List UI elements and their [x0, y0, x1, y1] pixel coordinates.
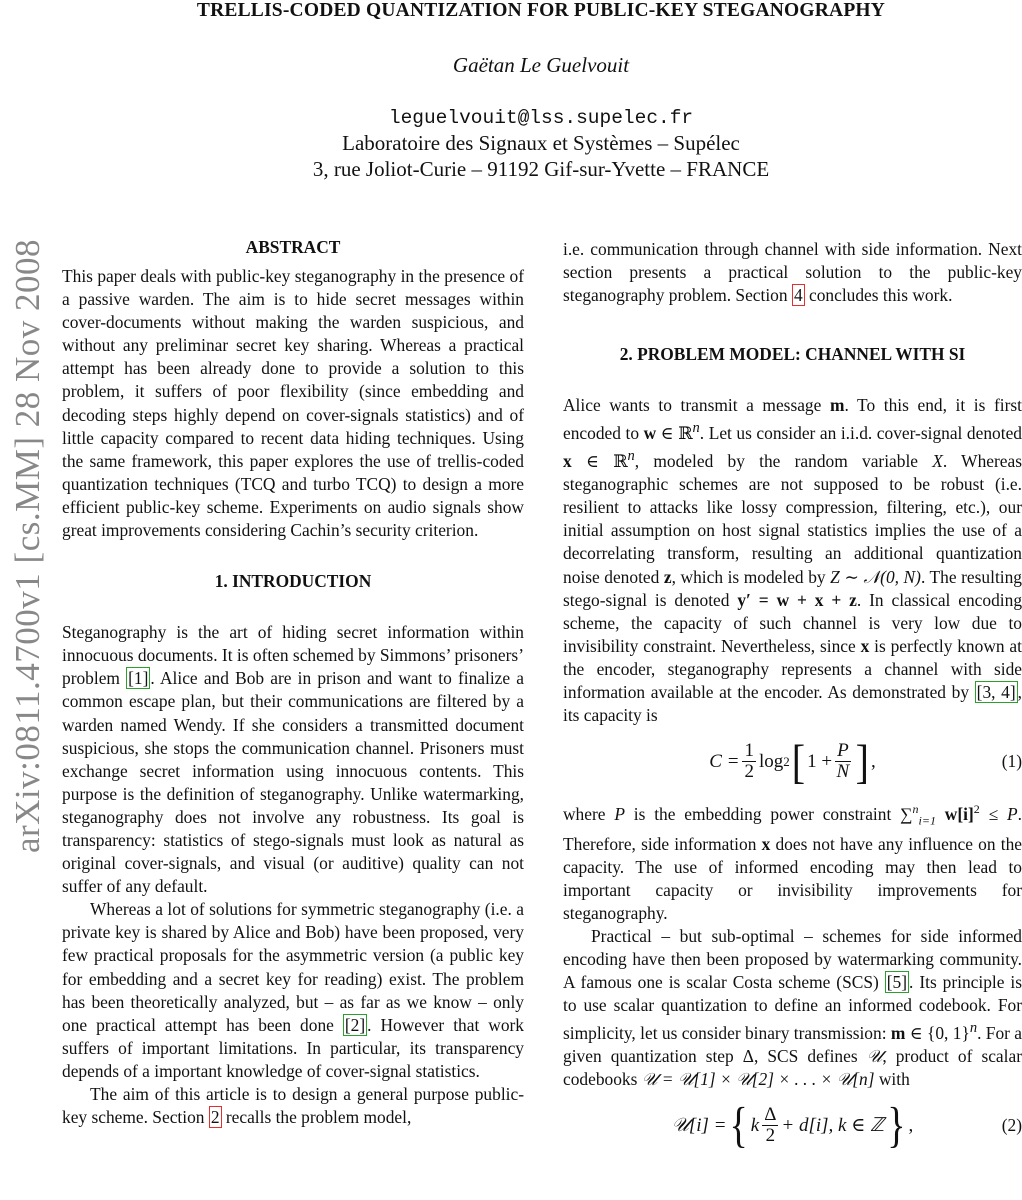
eq2-two: 2	[765, 1125, 776, 1147]
intro-paragraph-3	[62, 1083, 524, 1129]
cont-text-a: i.e. communication through channel with side information. Next section presents a practical solution to the public-key steganography problem. Section	[563, 239, 1022, 306]
s2p1-x2: x	[860, 635, 870, 656]
eq1-log-sub: 2	[783, 754, 790, 770]
intro-paragraph-2	[62, 898, 524, 1083]
eq1-one-plus: 1 +	[807, 751, 833, 773]
intro-p2-text-a: Whereas a lot of solutions for symmetric steganography (i.e. a private key is shared by Alice and Bob) have been proposed, very few practical proposals for the asymmetric version (a public key for embedding and a secret key for reading) exist. The problem has been theoretically analyzed, but – as far as we know – only one practical attempt has been done	[62, 899, 524, 1035]
eq2-comma: ,	[908, 1115, 914, 1137]
author-email: leguelvouit@lss.supelec.fr	[388, 107, 694, 129]
eq1-n: N	[836, 761, 850, 783]
intro-p1-text-a: Steganography is the art of hiding secret information within innocuous documents. It is often schemed by Simmons’ prisoners’ problem	[62, 622, 524, 689]
s2p3-m: m	[890, 1023, 906, 1044]
section-2-paragraph-2	[563, 798, 1022, 925]
eq2-delta: Δ	[764, 1104, 777, 1126]
intro-continuation	[563, 238, 1022, 307]
eq1-bracket-right: ]	[855, 734, 869, 789]
equation-1-number: (1)	[1001, 751, 1022, 772]
s2p1-z: z	[663, 566, 672, 587]
eq2-delta-frac	[762, 1105, 778, 1146]
s2p3-t2: . Its principle is to use scalar quantization to define an informed codebook. For simplicity, let us consider binary transmission:	[563, 972, 1022, 1044]
eq2-brace-left: {	[729, 1098, 748, 1154]
s2p3-t1: Practical – but sub-optimal – schemes for side informed encoding have then been proposed by watermarking community. A famous one is scalar Costa scheme (SCS)	[563, 925, 1022, 993]
s2p2-t1: where	[563, 803, 615, 824]
s2p1-n2: n	[627, 448, 635, 465]
s2p2-sum-sub: i=1	[918, 813, 936, 828]
s2p2-x: x	[761, 833, 771, 854]
intro-paragraph-1	[62, 621, 524, 898]
eq2-rest: + d[i], k ∈ ℤ	[781, 1115, 885, 1137]
section-2-heading: 2. PROBLEM MODEL: CHANNEL WITH SI	[619, 344, 966, 365]
s2p1-t5: ∈ ℝ	[571, 451, 628, 472]
s2p1-t12: , its capacity is	[563, 682, 1022, 726]
intro-heading: 1. INTRODUCTION	[214, 571, 372, 592]
s2p1-t9: . The resulting stego-signal is denoted	[563, 566, 1022, 610]
citation-link-1[interactable]: [1]	[128, 668, 149, 689]
left-column	[62, 236, 524, 1129]
s2p3-t5: , product of scalar codebooks	[563, 1046, 1022, 1090]
s2p2-t2: is the embedding power constraint	[624, 803, 901, 824]
paper-header	[60, 0, 1022, 182]
eq2-lhs: 𝒰[i] =	[671, 1115, 727, 1137]
s2p1-X: X	[932, 451, 943, 472]
cont-text-b: concludes this work.	[804, 285, 953, 306]
affiliation-lab: Laboratoire des Signaux et Systèmes – Supélec	[342, 131, 740, 155]
eq1-lhs: C =	[709, 751, 740, 773]
s2p1-Z: Z ∼ 𝒩(0, N)	[830, 566, 921, 587]
s2p2-sum: ∑	[900, 803, 913, 824]
author-name: Gaëtan Le Guelvouit	[452, 53, 630, 77]
equation-2-number: (2)	[1001, 1115, 1022, 1136]
eq1-log: log	[758, 751, 784, 773]
s2p1-t3: ∈ ℝ	[656, 423, 693, 444]
intro-p1-text-b: . Alice and Bob are in prison and want to finalize a common escape plan, but their communications are filtered by a warden named Wendy. If she considers a transmitted document suspicious, she stops the communication channel. Prisoners must exchange secret information using innocuous contents. This purpose is the definition of steganography. Unlike watermarking, steganography does not involve any robustness. Its goal is transparency: statistics of stego-signals must look as natural as original cover-signals, and visual (or auditive) quality can not suffer of any default.	[62, 668, 524, 897]
s2p2-sq: 2	[973, 802, 980, 817]
s2p1-m: m	[829, 395, 845, 416]
s2p1-x: x	[563, 451, 572, 472]
s2p2-w: w[i]	[935, 803, 974, 824]
s2p1-t4: . Let us consider an i.i.d. cover-signal denoted	[699, 423, 1022, 444]
s2p1-t6: , modeled by the random variable	[634, 451, 933, 472]
citation-link-2[interactable]: [2]	[344, 1014, 366, 1035]
eq2-k: k	[750, 1115, 760, 1137]
s2p3-n: n	[969, 1020, 978, 1037]
s2p1-n1: n	[692, 420, 700, 437]
section-2-paragraph-1	[563, 394, 1022, 727]
s2p3-t6: with	[874, 1069, 910, 1090]
arxiv-stamp-text: arXiv:0811.4700v1 [cs.MM] 28 Nov 2008	[8, 238, 48, 854]
s2p1-t1: Alice wants to transmit a message	[563, 395, 830, 416]
s2p2-P: P	[614, 803, 625, 824]
s2p3-t3: ∈ {0, 1}	[905, 1023, 970, 1044]
section-2-paragraph-3	[563, 925, 1022, 1091]
abstract-text: This paper deals with public-key steganography in the presence of a passive warden. The aim is to hide secret messages within cover-documents without making the warden suspicious, and without any preliminar secret key sharing. Whereas a practical attempt has been already done to provide a solution to this problem, it suffers of poor flexibility (since embedding and decoding steps highly depend on cover-signals statistics) and of little capacity compared to recent data hiding techniques. Using the same framework, this paper explores the use of trellis-coded quantization techniques (TCQ and turbo TCQ) to design a more efficient public-key scheme. Experiments on audio signals show great improvements considering Cachin’s security criterion.	[62, 266, 524, 541]
s2p3-prod: 𝒰 = 𝒰[1] × 𝒰[2] × . . . × 𝒰[n]	[641, 1069, 875, 1090]
eq1-bracket-left: [	[791, 734, 806, 789]
s2p1-t8: , which is modeled by	[671, 566, 831, 587]
s2p2-t4: does not have any influence on the capacity. The use of informed encoding may then lead to important capacity or invisibility improvements for steganography.	[563, 833, 1022, 923]
paper-title: TRELLIS-CODED QUANTIZATION FOR PUBLIC-KEY STEGANOGRAPHY	[196, 0, 886, 21]
s2p2-le: ≤	[979, 803, 1007, 824]
s2p1-w: w	[643, 423, 657, 444]
eq1-pn	[835, 741, 851, 782]
arxiv-stamp	[0, 196, 56, 896]
eq2-brace-right: }	[887, 1098, 906, 1154]
eq1-half-num: 1	[744, 740, 754, 762]
intro-p3-text-a: The aim of this article is to design a general purpose public-key scheme. Section	[62, 1084, 524, 1128]
s2p1-t7: . Whereas steganographic schemes are not supposed to be robust (i.e. resilient to attacks like lossy compression, filtering, etc.), our initial assumption on host signal statistics implies the use of a decorrelating transform, resulting an additional quantization noise denoted	[563, 451, 1022, 587]
eq1-half	[742, 741, 756, 782]
affiliation-address: 3, rue Joliot-Curie – 91192 Gif-sur-Yvette – FRANCE	[312, 157, 770, 181]
s2p2-sum-sup: n	[912, 802, 919, 817]
intro-p3-text-b: recalls the problem model,	[221, 1107, 412, 1128]
s2p3-t4: . For a given quantization step Δ, SCS defines	[563, 1023, 1022, 1067]
s2p2-t3: . Therefore, side information	[563, 803, 1022, 854]
abstract-heading: ABSTRACT	[245, 237, 341, 257]
eq1-half-den: 2	[744, 761, 754, 783]
s2p1-t10: . In classical encoding scheme, the capacity of such channel is very low due to invisibility constraint. Nevertheless, since	[563, 589, 1022, 656]
s2p1-t2: . To this end, it is first encoded to	[563, 395, 1022, 444]
s2p1-t11: is perfectly known at the encoder, steganography represents a channel with side information available at the encoder. As demonstrated by	[563, 635, 1022, 702]
section-link-4[interactable]: 4	[793, 285, 803, 306]
s2p1-y: y′ = w + x + z	[737, 589, 857, 610]
equation-1	[563, 734, 1022, 789]
s2p2-P2: P	[1007, 803, 1018, 824]
citation-link-3-4[interactable]: [3, 4]	[976, 682, 1016, 702]
section-link-2[interactable]: 2	[210, 1107, 220, 1128]
eq1-comma: ,	[871, 751, 876, 773]
equation-2	[563, 1098, 1022, 1154]
right-column	[563, 238, 1022, 1154]
s2p3-U: 𝒰	[866, 1046, 883, 1067]
eq1-p: P	[837, 740, 849, 762]
citation-link-5[interactable]: [5]	[886, 972, 908, 993]
intro-p2-text-b: . However that work suffers of important limitations. In particular, its transparency depends of a important knowledge of cover-signal statistics.	[62, 1014, 524, 1081]
